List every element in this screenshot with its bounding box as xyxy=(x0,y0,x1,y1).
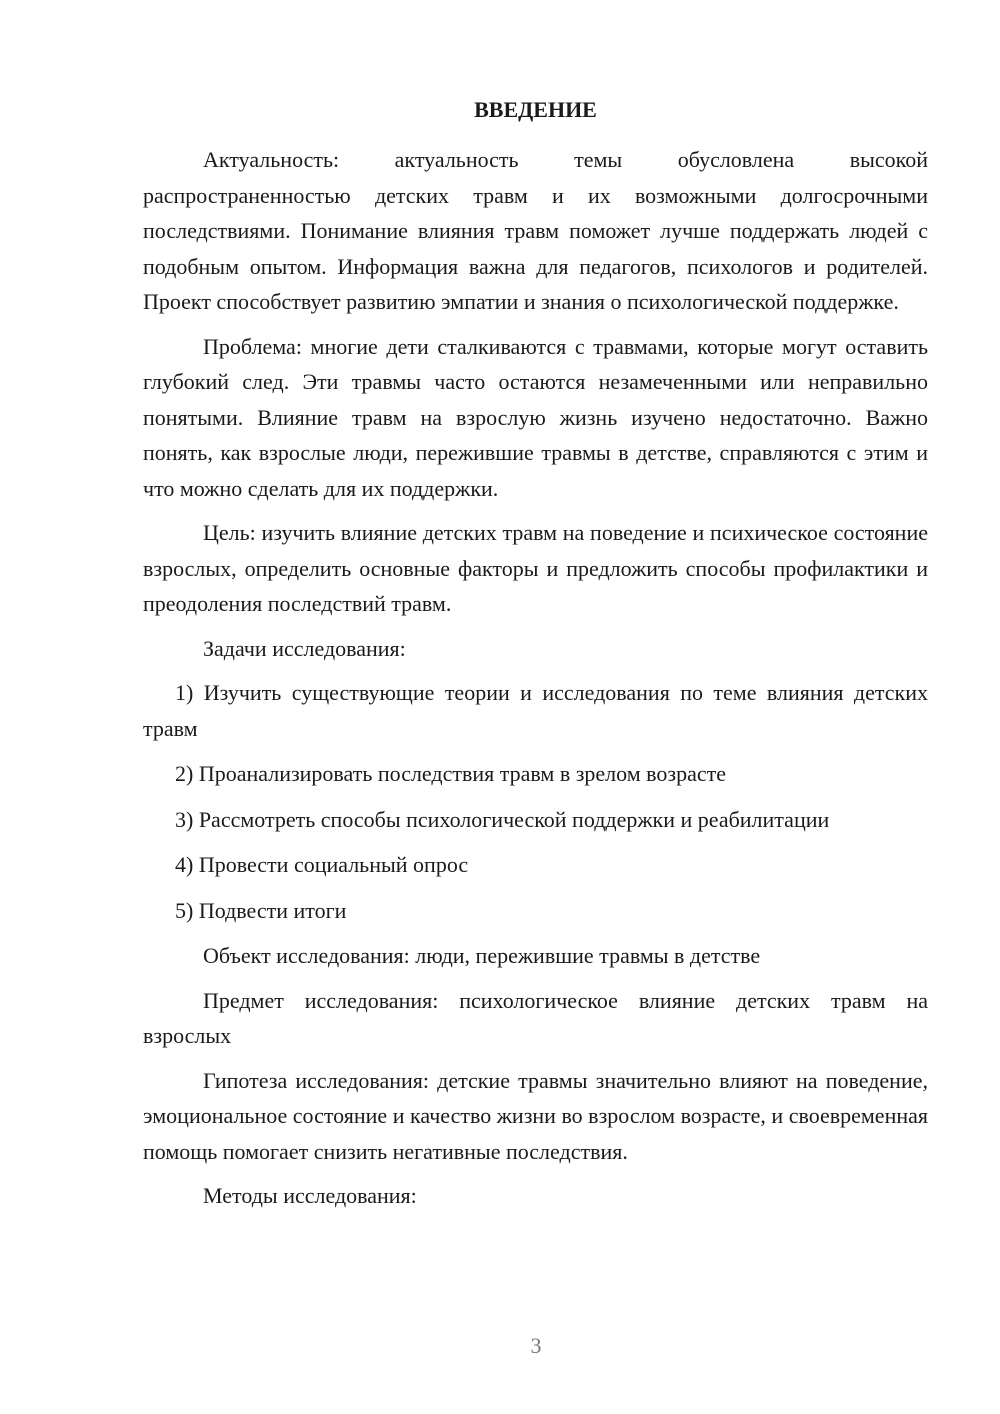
methods-paragraph: Методы исследования: xyxy=(203,1183,417,1208)
task-item: 3) Рассмотреть способы психологической поддержки и реабилитации xyxy=(175,806,830,832)
hypothesis-paragraph: Гипотеза исследования: детские травмы значительно влияют на поведение, эмоциональное состояние и качество жизни во взрослом возрасте, и своевременная помощь помогает снизить негативные последствия. xyxy=(143,1067,928,1164)
tasks-list xyxy=(143,675,928,928)
task-item: 4) Провести социальный опрос xyxy=(175,852,469,877)
relevance-paragraph: Актуальность: актуальность темы обусловлена высокой распространенностью детских травм и их возможными долгосрочными последствиями. Понимание влияния травм поможет лучше поддержать людей с подобным опытом. Информация важна для педагогов, психологов и родителей. Проект способствует развитию эмпатии и знания о психологической поддержке. xyxy=(143,147,928,314)
section-heading: ВВЕДЕНИЕ xyxy=(474,97,597,122)
task-item: 2) Проанализировать последствия травм в зрелом возрасте xyxy=(175,761,726,786)
problem-paragraph: Проблема: многие дети сталкиваются с травмами, которые могут оставить глубокий след. Эти травмы часто остаются незамеченными или неправильно понятыми. Влияние травм на взрослую жизнь изучено недостаточно. Важно понять, как взрослые люди, пережившие травмы в детстве, справляются с этим и что можно сделать для их поддержки. xyxy=(143,333,928,501)
goal-paragraph: Цель: изучить влияние детских травм на поведение и психическое состояние взрослых, определить основные факторы и предложить способы профилактики и преодоления последствий травм. xyxy=(143,520,928,616)
page-number: 3 xyxy=(530,1333,542,1358)
object-paragraph: Объект исследования: люди, пережившие травмы в детстве xyxy=(203,943,761,968)
task-item: 5) Подвести итоги xyxy=(175,897,347,923)
tasks-title: Задачи исследования: xyxy=(203,635,406,661)
subject-paragraph: Предмет исследования: психологическое влияние детских травм на взрослых xyxy=(143,987,928,1048)
document-page xyxy=(143,92,928,1223)
task-item: 1) Изучить существующие теории и исследования по теме влияния детских травм xyxy=(143,680,928,741)
